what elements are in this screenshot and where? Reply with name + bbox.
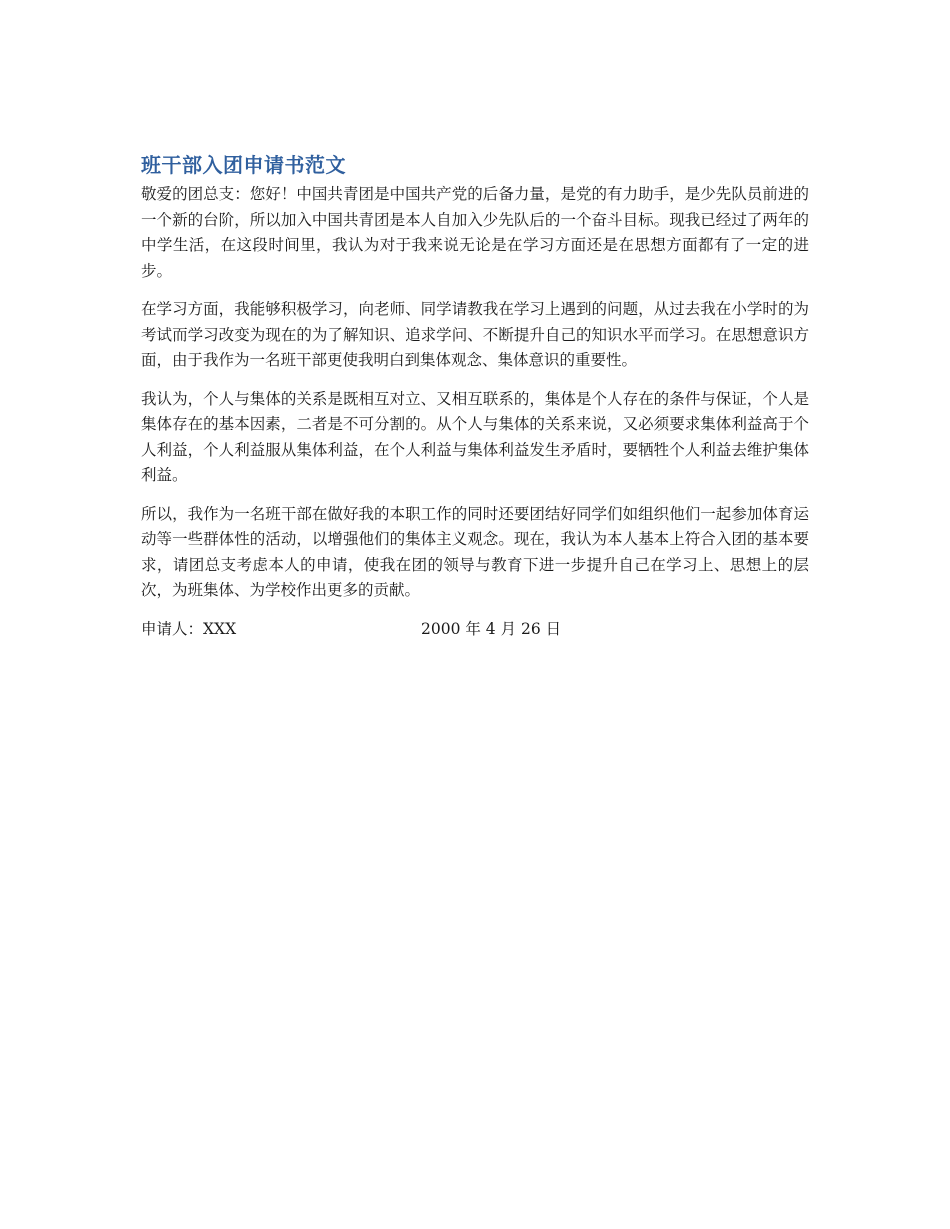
document-title: 班干部入团申请书范文 (141, 153, 346, 177)
paragraph-collective: 我认为，个人与集体的关系是既相互对立、又相互联系的，集体是个人存在的条件与保证，个人是集体存在的基本因素，二者是不可分割的。从个人与集体的关系来说，又必须要求集体利益高于个人利益，个人利益服从集体利益，在个人利益与集体利益发生矛盾时，要牺牲个人利益去维护集体利益。 (141, 389, 809, 484)
application-date: 2000 年 4 月 26 日 (421, 619, 562, 638)
paragraph-greeting: 敬爱的团总支：您好！中国共青团是中国共产党的后备力量，是党的有力助手，是少先队员前进的一个新的台阶，所以加入中国共青团是本人自加入少先队后的一个奋斗目标。现我已经过了两年的中学生活，在这段时间里，我认为对于我来说无论是在学习方面还是在思想方面都有了一定的进步。 (141, 185, 809, 280)
document-page (141, 150, 809, 642)
paragraph-study: 在学习方面，我能够积极学习，向老师、同学请教我在学习上遇到的问题，从过去我在小学时的为考试而学习改变为现在的为了解知识、追求学问、不断提升自己的知识水平而学习。在思想意识方面，由于我作为一名班干部更使我明白到集体观念、集体意识的重要性。 (141, 300, 809, 369)
paragraph-closing: 所以，我作为一名班干部在做好我的本职工作的同时还要团结好同学们如组织他们一起参加体育运动等一些群体性的活动，以增强他们的集体主义观念。现在，我认为本人基本上符合入团的基本要求，请团总支考虑本人的申请，使我在团的领导与教育下进一步提升自己在学习上、思想上的层次，为班集体、为学校作出更多的贡献。 (141, 504, 809, 599)
signature-row (141, 617, 809, 643)
applicant-name: 申请人：XXX (141, 619, 237, 638)
